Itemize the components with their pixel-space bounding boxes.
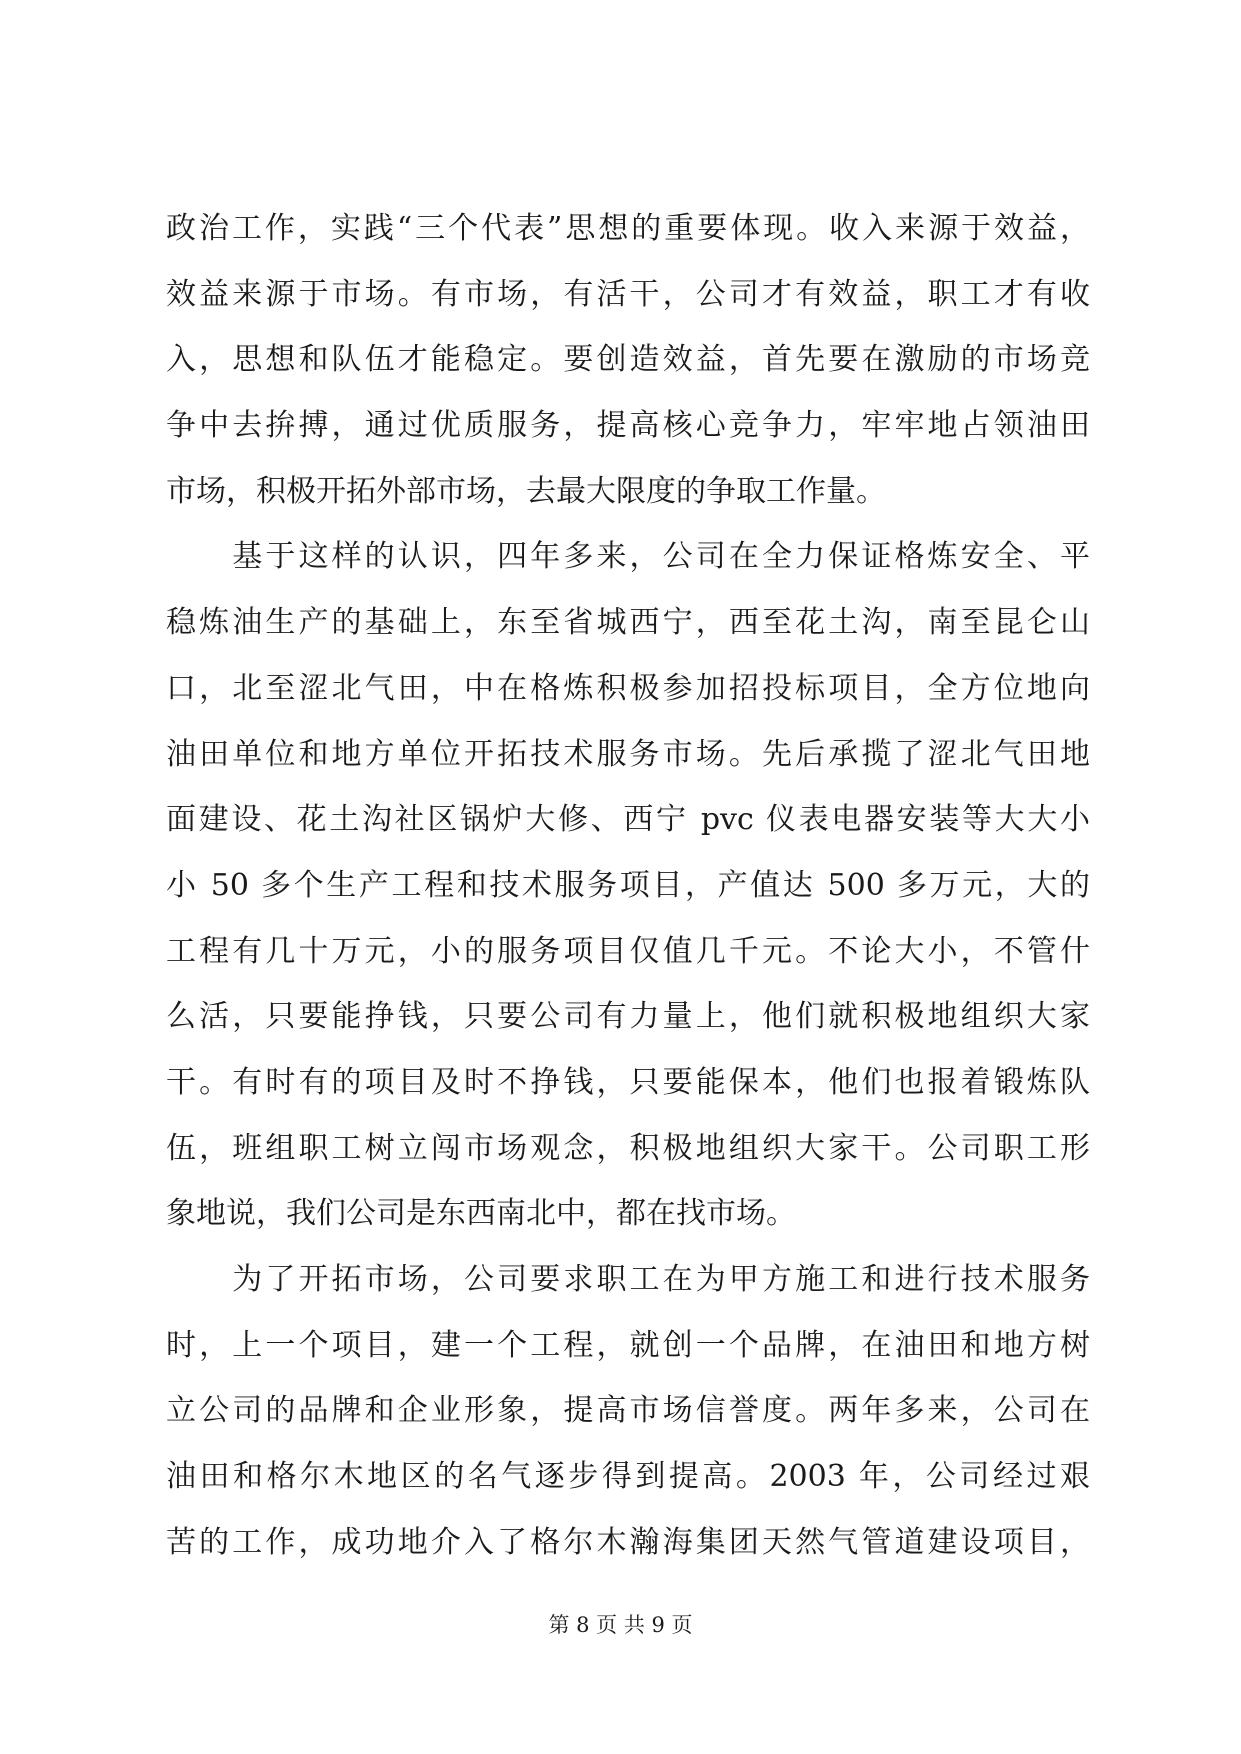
text-line: 入，思想和队伍才能稳定。要创造效益，首先要在激励的市场竞 — [166, 342, 1090, 378]
text-line: 政治工作，实践“三个代表”思想的重要体现。收入来源于效益， — [166, 211, 1090, 246]
text-line: 象地说，我们公司是东西南北中，都在找市场。 — [166, 1196, 796, 1232]
text-line: 油田单位和地方单位开拓技术服务市场。先后承揽了涩北气田地 — [166, 736, 1090, 772]
text-line: 小 50 多个生产工程和技术服务项目，产值达 500 多万元，大的 — [166, 867, 1090, 903]
text-line: 伍，班组职工树立闯市场观念，积极地组织大家干。公司职工形 — [166, 1130, 1090, 1166]
text-line: 面建设、花土沟社区锅炉大修、西宁 pvc 仪表电器安装等大大小 — [166, 802, 1090, 838]
text-line: 苦的工作，成功地介入了格尔木瀚海集团天然气管道建设项目， — [166, 1524, 1090, 1560]
text-line: 油田和格尔木地区的名气逐步得到提高。2003 年，公司经过艰 — [166, 1459, 1090, 1495]
body-text — [166, 196, 1090, 1575]
text-line: 为了开拓市场，公司要求职工在为甲方施工和进行技术服务 — [166, 1262, 1090, 1297]
text-line: 干。有时有的项目及时不挣钱，只要能保本，他们也报着锻炼队 — [166, 1064, 1090, 1100]
text-line: 稳炼油生产的基础上，东至省城西宁，西至花土沟，南至昆仑山 — [166, 605, 1090, 641]
text-line: 效益来源于市场。有市场，有活干，公司才有效益，职工才有收 — [166, 276, 1090, 312]
text-line: 市场，积极开拓外部市场，去最大限度的争取工作量。 — [166, 473, 886, 509]
text-line: 时，上一个项目，建一个工程，就创一个品牌，在油田和地方树 — [166, 1327, 1090, 1363]
text-line: 工程有几十万元，小的服务项目仅值几千元。不论大小，不管什 — [166, 933, 1090, 969]
text-line: 么活，只要能挣钱，只要公司有力量上，他们就积极地组织大家 — [166, 999, 1090, 1035]
text-line: 基于这样的认识，四年多来，公司在全力保证格炼安全、平 — [166, 539, 1090, 575]
text-line: 口，北至涩北气田，中在格炼积极参加招投标项目，全方位地向 — [166, 670, 1090, 706]
text-line: 立公司的品牌和企业形象，提高市场信誉度。两年多来，公司在 — [166, 1393, 1090, 1429]
page-footer: 第 8 页 共 9 页 — [548, 1613, 693, 1637]
text-line: 争中去拚搏，通过优质服务，提高核心竞争力，牢牢地占领油田 — [166, 408, 1090, 444]
